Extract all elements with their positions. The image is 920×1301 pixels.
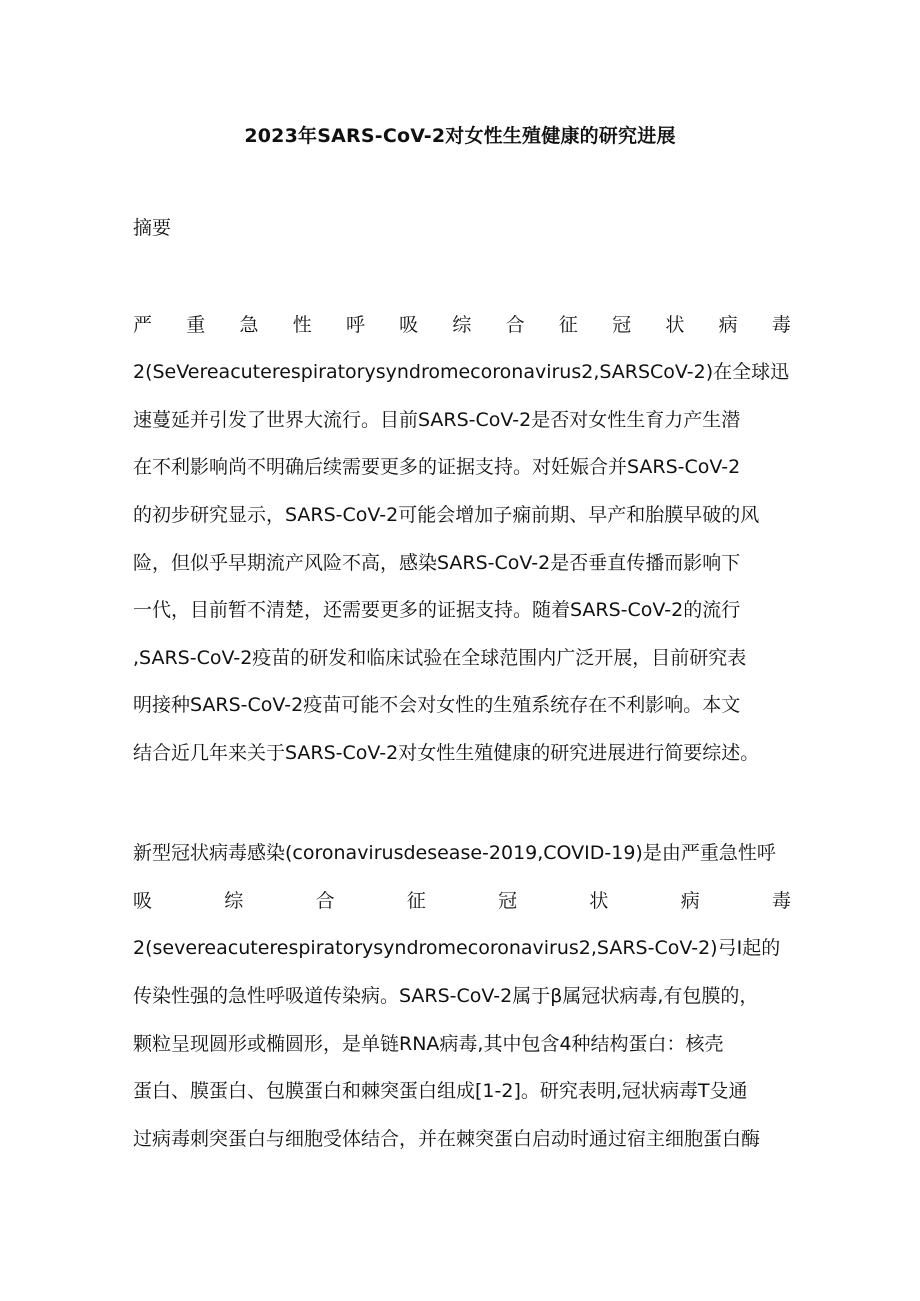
paragraph-2-line-5: 颗粒呈现圆形或椭圆形，是单链RNA病毒,其中包含4种结构蛋白：核壳 (133, 1033, 724, 1055)
paragraph-2-line-1: 新型冠状病毒感染(coronavirusdesease-2019,COVID-19)是由严重急性呼 (133, 842, 776, 864)
spread-char: 毒 (771, 890, 791, 912)
paragraph-1-line-5: 的初步研究显示，SARS-CoV-2可能会增加子痫前期、早产和胎膜早破的风 (133, 504, 760, 526)
paragraph-2-line-3: 2(severeacuterespiratorysyndromecoronavirus2,SARS-CoV-2)弓I起的 (133, 937, 781, 959)
spread-char: 征 (406, 890, 426, 912)
paragraph-2-line-4: 传染性强的急性呼吸道传染病。SARS-CoV-2属于β属冠状病毒,有包膜的， (133, 985, 759, 1007)
spread-char: 合 (505, 314, 525, 336)
paragraph-1-line-8: ,SARS-CoV-2疫苗的研发和临床试验在全球范围内广泛开展，目前研究表 (133, 647, 747, 669)
paragraph-1-line-4: 在不利影响尚不明确后续需要更多的证据支持。对妊娠合并SARS-CoV-2 (133, 456, 741, 478)
spread-char: 重 (186, 314, 206, 336)
spread-char: 冠 (612, 314, 632, 336)
spread-char: 合 (315, 890, 335, 912)
spread-char: 状 (589, 890, 609, 912)
paragraph-1-line-7: 一代，目前暂不清楚，还需要更多的证据支持。随着SARS-CoV-2的流行 (133, 599, 741, 621)
paragraph-1-line-10: 结合近几年来关于SARS-CoV-2对女性生殖健康的研究进展进行简要综述。 (133, 742, 760, 764)
spread-char: 严 (133, 314, 153, 336)
spread-char: 吸 (133, 890, 153, 912)
spread-char: 征 (558, 314, 578, 336)
spread-char: 吸 (399, 314, 419, 336)
paragraph-2-line-6: 蛋白、膜蛋白、包膜蛋白和棘突蛋白组成[1-2]。研究表明,冠状病毒T殳通 (133, 1080, 748, 1102)
spread-char: 综 (452, 314, 472, 336)
spread-char: 冠 (498, 890, 518, 912)
abstract-heading: 摘要 (133, 217, 172, 239)
spread-char: 病 (718, 314, 738, 336)
paragraph-2-line-7: 过病毒刺突蛋白与细胞受体结合，并在棘突蛋白启动时通过宿主细胞蛋白酶 (133, 1128, 761, 1150)
spread-char: 性 (292, 314, 312, 336)
paragraph-1-line-2: 2(SeVereacuterespiratorysyndromecoronavirus2,SARSCoV-2)在全球迅 (133, 361, 790, 383)
document-title: 2023年SARS-CoV-2对女性生殖健康的研究进展 (244, 125, 676, 147)
spread-char: 急 (239, 314, 259, 336)
spread-char: 毒 (771, 314, 791, 336)
spread-char: 呼 (345, 314, 365, 336)
spread-char: 状 (665, 314, 685, 336)
spread-char: 综 (224, 890, 244, 912)
paragraph-1-line-3: 速蔓延并引发了世界大流行。目前SARS-CoV-2是否对女性生育力产生潜 (133, 409, 741, 431)
paragraph-1-line-9: 明接种SARS-CoV-2疫苗可能不会对女性的生殖系统存在不利影响。本文 (133, 694, 741, 716)
paragraph-2-line-2 (133, 886, 791, 916)
paragraph-1-line-1 (133, 310, 791, 340)
paragraph-1-line-6: 险，但似乎早期流产风险不高，感染SARS-CoV-2是否垂直传播而影响下 (133, 552, 741, 574)
spread-char: 病 (680, 890, 700, 912)
